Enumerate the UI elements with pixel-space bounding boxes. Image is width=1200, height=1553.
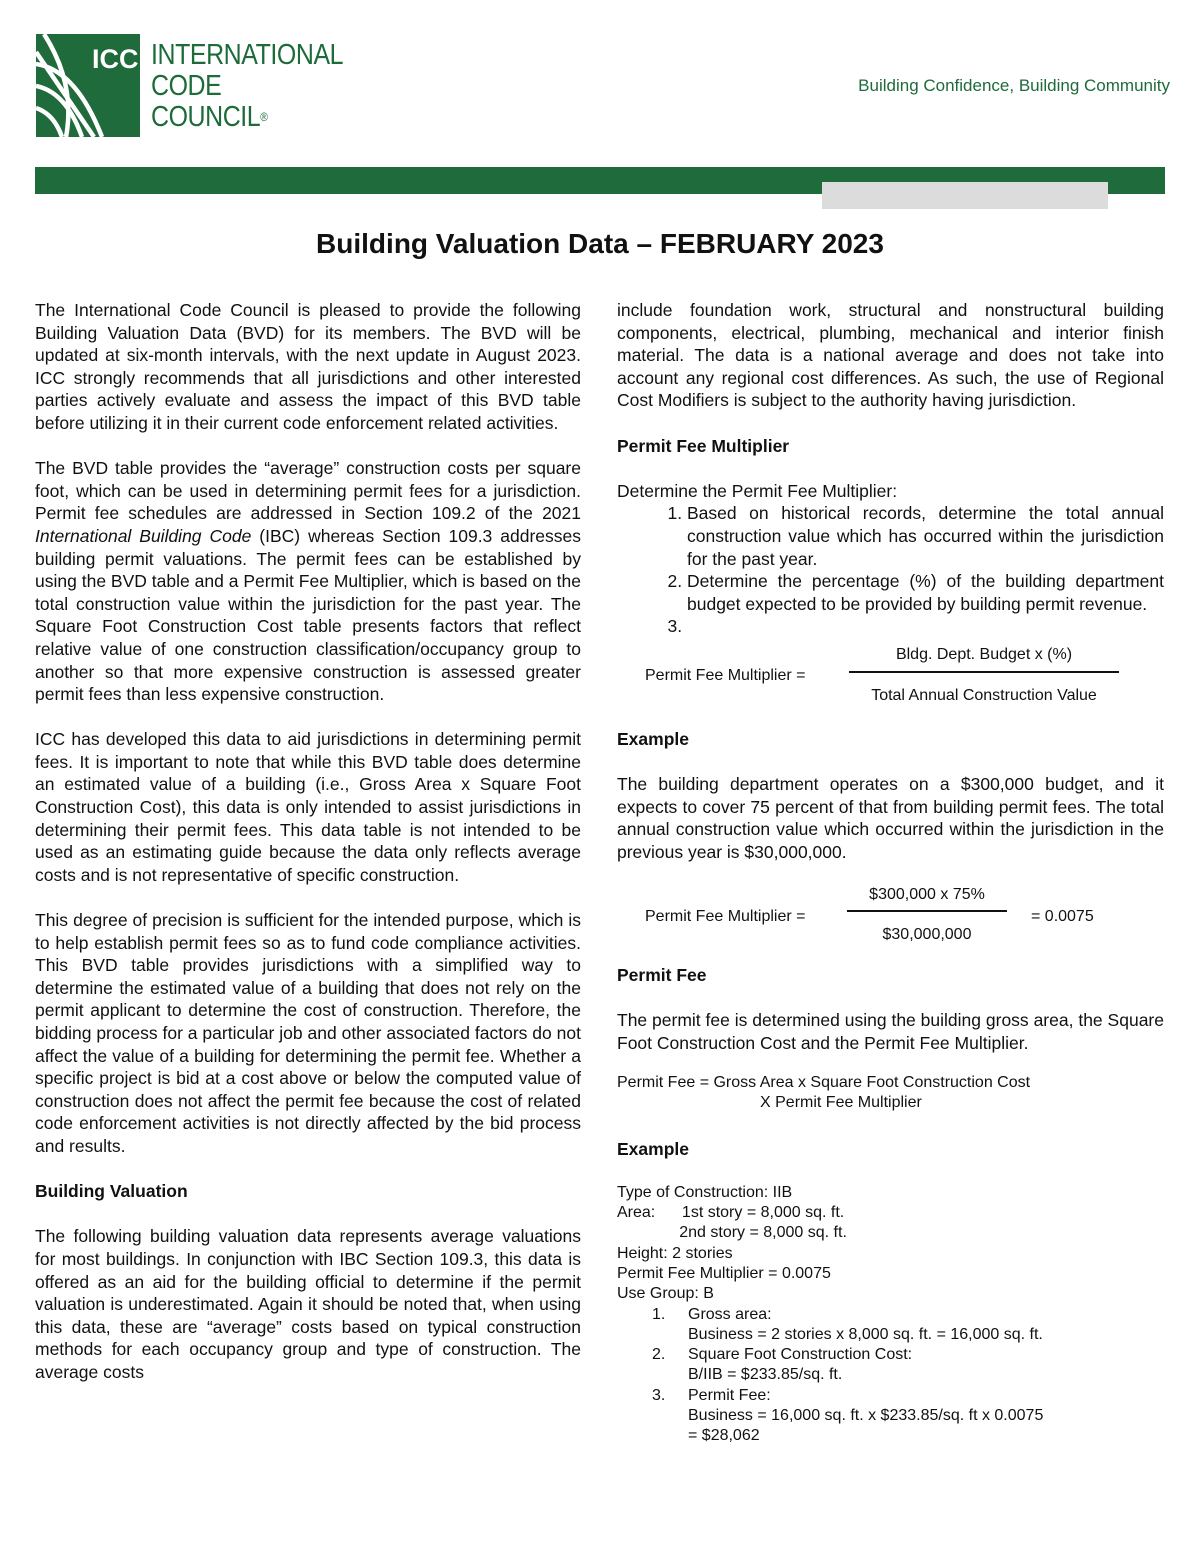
right-column (617, 299, 1164, 1447)
average-costs-paragraph: include foundation work, structural and nonstructural building components, electrical, plumbing, mechanical and interior finish material. The data is a national average and does not take into account any regional cost differences. As such, the use of Regional Cost Modifiers is subject to the authority having jurisdiction. (617, 300, 1164, 411)
multiplier-formula (617, 638, 1164, 722)
logo-line-2: CODE (151, 70, 222, 102)
multiplier-intro: Determine the Permit Fee Multiplier: (617, 480, 898, 501)
list-item: 2. Determine the percentage (%) of the building department budget expected to be provided by building permit revenue. (687, 570, 1164, 615)
detail-line: Area: 1st story = 8,000 sq. ft. (617, 1204, 845, 1222)
building-valuation-paragraph: The following building valuation data represents average valuations for most buildings. In conjunction with IBC Section 109.3, this data is offered as an aid for the building official to determine if the permit valuation is underestimated. Again it should be noted that, when using this data, these are “average” costs based on typical construction methods for each occupancy group and type of construction. The average costs (35, 1226, 581, 1382)
formula-denominator: Total Annual Construction Value (871, 686, 1097, 704)
list-item: 1. Gross area: Business = 2 stories x 8,000 sq. ft. = 16,000 sq. ft. (652, 1305, 1043, 1343)
bvd-table-paragraph: The BVD table provides the “average” construction costs per square foot, which can be used in determining permit fees for a jurisdiction. Permit fee schedules are addressed in Section 109.2 of the 2021 International Building Code (IBC) whereas Section 109.3 addresses building permit valuations. The permit fees can be established by using the BVD table and a Permit Fee Multiplier, which is based on the total construction value within the jurisdiction for the past year. The Square Foot Construction Cost table presents factors that reflect relative value of one construction classification/occupancy group to another so that more expensive construction is assessed greater permit fees than less expensive construction. (35, 458, 581, 705)
logo-wordmark (151, 40, 343, 133)
detail-line: Use Group: B (617, 1285, 714, 1303)
list-item: 2. Square Foot Construction Cost: B/IIB = $233.85/sq. ft. (652, 1346, 913, 1384)
formula-lhs: Permit Fee Multiplier = (645, 908, 806, 926)
fraction-bar (847, 910, 1007, 912)
example-heading-2: Example (617, 1138, 689, 1159)
example-steps (617, 1305, 1164, 1447)
permit-fee-formula-line-1: Permit Fee = Gross Area x Square Foot Construction Cost (617, 1074, 1031, 1092)
permit-fee-heading: Permit Fee (617, 965, 707, 986)
example-formula (617, 878, 1164, 956)
list-item (687, 615, 1164, 638)
formula-numerator: Bldg. Dept. Budget x (%) (895, 645, 1073, 663)
purpose-paragraph: ICC has developed this data to aid jurisdictions in determining permit fees. It is important to note that while this BVD table does determine an estimated value of a building (i.e., Gross Area x Square Foot Construction Cost), this data is only intended to assist jurisdictions in determining their permit fees. This data table is not intended to be used as an estimating guide because the data only reflects average costs and is not representative of specific construction. (35, 729, 581, 885)
svg-text:ICC: ICC (92, 44, 139, 74)
formula-lhs: Permit Fee Multiplier = (645, 666, 806, 684)
permit-fee-formula (617, 1073, 1164, 1114)
intro-paragraph: The International Code Council is pleased to provide the following Building Valuation Data (BVD) for its members. The BVD will be updated at six-month intervals, with the next update in August 2023. ICC strongly recommends that all jurisdictions and other interested parties actively evaluate and assess the impact of this BVD table before utilizing it in their current code enforcement related activities. (35, 300, 581, 433)
detail-line: 2nd story = 8,000 sq. ft. (617, 1224, 847, 1242)
detail-line: Permit Fee Multiplier = 0.0075 (617, 1265, 831, 1282)
permit-fee-multiplier-heading: Permit Fee Multiplier (617, 435, 790, 456)
fraction-bar (849, 671, 1119, 673)
permit-fee-formula-line-2: X Permit Fee Multiplier (760, 1094, 922, 1112)
formula-denominator: $30,000,000 (882, 926, 972, 944)
tagline: Building Confidence, Building Community (858, 76, 1170, 95)
multiplier-steps (617, 502, 1164, 638)
detail-line: Type of Construction: IIB (617, 1183, 793, 1201)
page-title: Building Valuation Data – FEBRUARY 2023 (316, 228, 884, 259)
example-paragraph: The building department operates on a $300,000 budget, and it expects to cover 75 percent of that from building permit fees. The total annual construction value which occurred within the jurisdiction in the previous year is $30,000,000. (617, 774, 1164, 862)
header-band-accent (822, 182, 1108, 209)
list-item: 1. Based on historical records, determine the total annual construction value which has occurred within the jurisdiction for the past year. (687, 502, 1164, 570)
logo-line-3: COUNCIL® (151, 101, 268, 133)
formula-result: = 0.0075 (1031, 908, 1094, 926)
example-details (617, 1183, 1164, 1305)
detail-line: Height: 2 stories (617, 1244, 733, 1262)
formula-numerator: $300,000 x 75% (869, 886, 985, 904)
precision-paragraph: This degree of precision is sufficient for the intended purpose, which is to help establish permit fees so as to fund code compliance activities. This BVD table provides jurisdictions with a simplified way to determine the estimated value of a building that does not rely on the permit applicant to determine the cost of construction. Therefore, the bidding process for a particular job and other associated factors do not affect the value of a building for determining the permit fee. Whether a specific project is bid at a cost above or below the computed value of construction does not affect the permit fee because the cost of related code enforcement activities is not directly affected by the bid process and results. (35, 910, 581, 1156)
list-item: 3. Permit Fee: Business = 16,000 sq. ft. x $233.85/sq. ft x 0.0075 = $28,062 (652, 1386, 1044, 1445)
permit-fee-paragraph: The permit fee is determined using the building gross area, the Square Foot Construction Cost and the Permit Fee Multiplier. (617, 1010, 1164, 1053)
icc-logo (36, 34, 140, 137)
left-column (35, 299, 581, 1406)
logo-line-1: INTERNATIONAL (151, 39, 344, 71)
example-heading: Example (617, 728, 689, 749)
building-valuation-heading: Building Valuation (35, 1181, 188, 1202)
